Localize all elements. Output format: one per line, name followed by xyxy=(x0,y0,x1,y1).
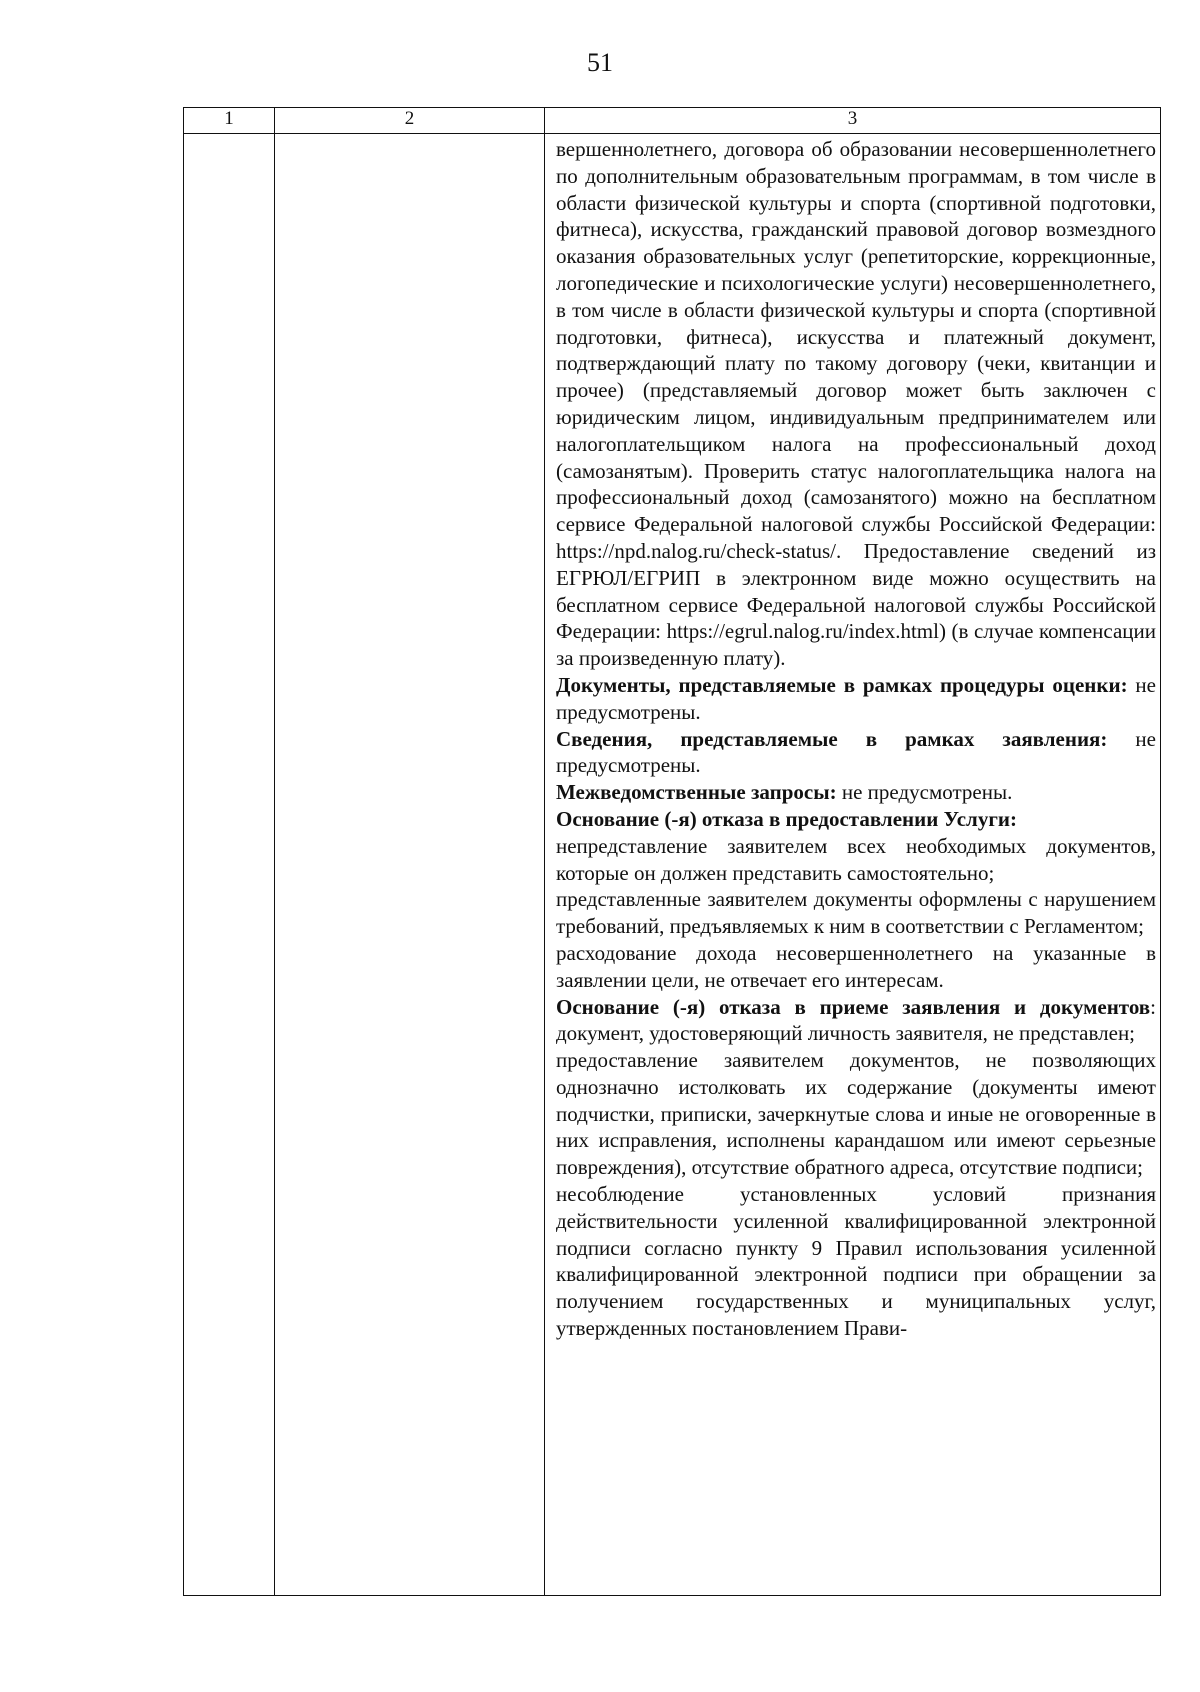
table-cell-col3 xyxy=(545,134,1161,1596)
paragraph-reject-3: несоблюдение установленных условий признания действительности усиленной квалифицированной электронной подписи согласно пункту 9 Правил использования усиленной квалифицированной электронной подписи при обращении за получением государственных и муниципальных услуг, утвержденных постановлением Прави- xyxy=(556,1182,1156,1341)
paragraph-refusal-heading xyxy=(556,806,1156,833)
reject-intake-value: : документ, удостоверяющий личность заявителя, не представлен; xyxy=(556,994,1156,1046)
application-info-label: Сведения, представляемые в рамках заявления: xyxy=(556,726,1108,751)
paragraph-refusal-2: представленные заявителем документы оформлены с нарушением требований, предъявляемых к ним в соответствии с Регламентом; xyxy=(556,887,1156,939)
paragraph-reject-intake xyxy=(556,994,1156,1048)
paragraph-interagency-requests xyxy=(556,779,1156,806)
column-header-3: 3 xyxy=(545,108,1161,134)
assessment-documents-label: Документы, представляемые в рамках процедуры оценки: xyxy=(556,672,1128,697)
paragraph-reject-2: предоставление заявителем документов, не позволяющих однозначно истолковать их содержание (документы имеют подчистки, приписки, зачеркнутые слова и иные не оговоренные в них исправления, исполнены карандашом или имеют серьезные повреждения), отсутствие обратного адреса, отсутствие подписи; xyxy=(556,1048,1156,1180)
table-cell-col1 xyxy=(184,134,275,1596)
paragraph-assessment-documents xyxy=(556,672,1156,726)
table-cell-col2 xyxy=(275,134,545,1596)
interagency-requests-value: не предусмотрены. xyxy=(836,780,1013,805)
paragraph-documents-list: вершеннолетнего, договора об образовании несовершеннолетнего по дополнительным образовательным программам, в том числе в области физической культуры и спорта (спортивной подготовки, фитнеса), искусства, гражданский правовой договор возмездного оказания образовательных услуг (репетиторские, коррекционные, логопедические и психологические услуги) несовершеннолетнего, в том числе в области физической культуры и спорта (спортивной подготовки, фитнеса), искусства и платежный документ, подтверждающий плату по такому договору (чеки, квитанции и прочее) (представляемый договор может быть заключен с юридическим лицом, индивидуальным предпринимателем или налогоплательщиком налога на профессиональный доход (самозанятым). Проверить статус налогоплательщика налога на профессиональный доход (самозанятого) можно на бесплатном сервисе Федеральной налоговой службы Российской Федерации: https://npd.nalog.ru/check-status/. Предоставление сведений из ЕГРЮЛ/ЕГРИП в электронном виде можно осуществить на бесплатном сервисе Федеральной налоговой службы Российской Федерации: https://egrul.nalog.ru/index.html) (в случае компенсации за произведенную плату). xyxy=(556,137,1156,671)
assessment-documents-value: не предусмотрены. xyxy=(556,672,1156,724)
reject-intake-label: Основание (-я) отказа в приеме заявления и документов xyxy=(556,994,1151,1019)
paragraph-refusal-3: расходование дохода несовершеннолетнего на указанные в заявлении цели, не отвечает его интересам. xyxy=(556,940,1156,992)
column-header-1: 1 xyxy=(184,108,275,134)
column-header-2: 2 xyxy=(275,108,545,134)
application-info-value: не предусмотрены. xyxy=(556,726,1156,778)
table-header-row xyxy=(184,108,1161,134)
document-table xyxy=(183,107,1161,1596)
table-row xyxy=(184,134,1161,1596)
interagency-requests-label: Межведомственные запросы: xyxy=(556,780,837,805)
refusal-heading: Основание (-я) отказа в предоставлении Услуги: xyxy=(556,806,1017,831)
paragraph-application-info xyxy=(556,726,1156,780)
paragraph-refusal-1: непредставление заявителем всех необходимых документов, которые он должен представить самостоятельно; xyxy=(556,833,1156,885)
page-number: 51 xyxy=(587,48,613,77)
